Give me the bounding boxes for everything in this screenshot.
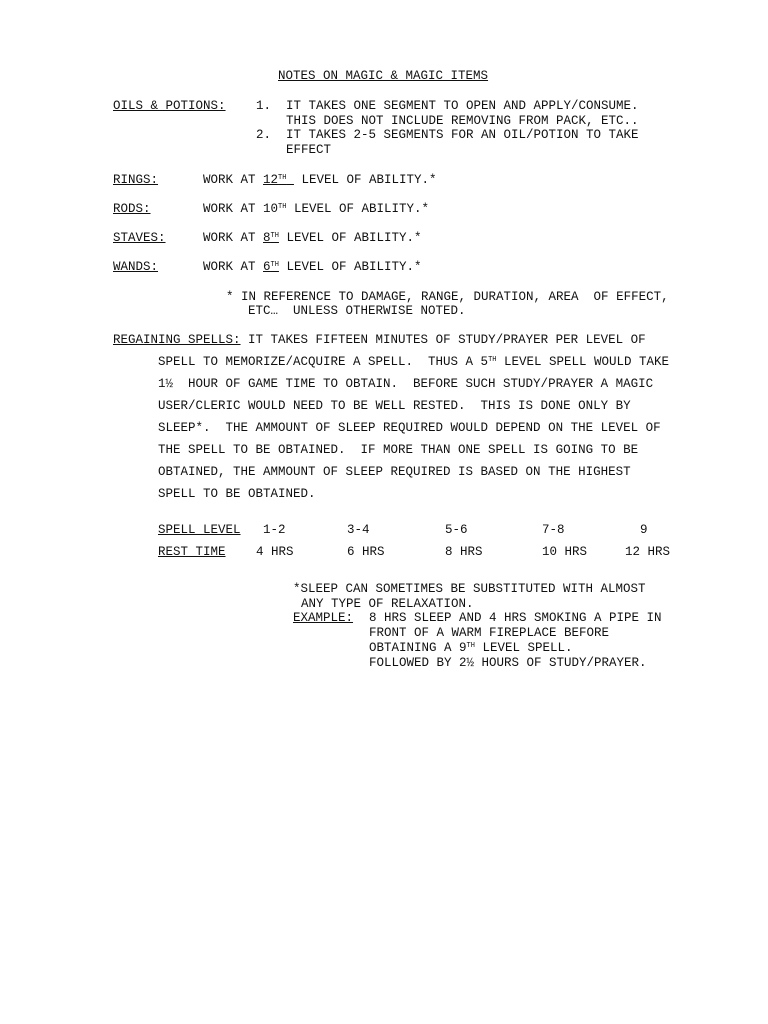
rods-label: RODS: xyxy=(113,202,151,216)
oils-item-1-number: 1. xyxy=(256,99,272,113)
spell-level-cell: 9 xyxy=(640,523,648,537)
rods-level: 10TH xyxy=(263,202,287,216)
example-line-2: FRONT OF A WARM FIREPLACE BEFORE xyxy=(369,626,610,640)
rest-time-cell: 10 HRS xyxy=(542,545,588,559)
regaining-line-2: SPELL TO MEMORIZE/ACQUIRE A SPELL. THUS A 5TH LEVEL SPELL WOULD TAKE xyxy=(158,355,669,369)
regaining-line-5: SLEEP*. THE AMMOUNT OF SLEEP REQUIRED WOULD DEPEND ON THE LEVEL OF xyxy=(158,421,661,435)
oils-item-2-line-2: EFFECT xyxy=(286,143,332,157)
regaining-line-6: THE SPELL TO BE OBTAINED. IF MORE THAN ONE SPELL IS GOING TO BE xyxy=(158,443,639,457)
staves-level: 8TH xyxy=(263,231,279,245)
rings-level: 12TH xyxy=(263,173,287,187)
wands-text: WORK AT 6TH LEVEL OF ABILITY.* xyxy=(203,260,422,274)
spell-level-cell: 5-6 xyxy=(445,523,468,537)
rods-text: WORK AT 10TH LEVEL OF ABILITY.* xyxy=(203,202,429,216)
regaining-line-4: USER/CLERIC WOULD NEED TO BE WELL RESTED. THIS IS DONE ONLY BY xyxy=(158,399,631,413)
rest-time-cell: 6 HRS xyxy=(347,545,385,559)
footnote-line-1: * IN REFERENCE TO DAMAGE, RANGE, DURATION, AREA OF EFFECT, xyxy=(226,290,669,304)
oils-item-2-line-1: IT TAKES 2-5 SEGMENTS FOR AN OIL/POTION TO TAKE xyxy=(286,128,639,142)
example-line-3: OBTAINING A 9TH LEVEL SPELL. xyxy=(369,641,573,655)
page-title: NOTES ON MAGIC & MAGIC ITEMS xyxy=(278,69,489,83)
rings-text: WORK AT 12TH LEVEL OF ABILITY.* xyxy=(203,173,437,187)
example-line-4: FOLLOWED BY 2½ HOURS OF STUDY/PRAYER. xyxy=(369,656,647,670)
rest-time-cell: 4 HRS xyxy=(256,545,294,559)
oils-item-2-number: 2. xyxy=(256,128,272,142)
footnote-line-2: ETC… UNLESS OTHERWISE NOTED. xyxy=(248,304,466,318)
spell-level-cell: 3-4 xyxy=(347,523,370,537)
regaining-spells-label: REGAINING SPELLS: xyxy=(113,333,241,347)
rest-time-label: REST TIME xyxy=(158,545,226,559)
spell-level-label: SPELL LEVEL xyxy=(158,523,241,537)
example-line-1: 8 HRS SLEEP AND 4 HRS SMOKING A PIPE IN xyxy=(369,611,662,625)
spell-level-cell: 7-8 xyxy=(542,523,565,537)
rest-time-cell: 8 HRS xyxy=(445,545,483,559)
regaining-line-3: 1½ HOUR OF GAME TIME TO OBTAIN. BEFORE SUCH STUDY/PRAYER A MAGIC xyxy=(158,377,654,391)
staves-text: WORK AT 8TH LEVEL OF ABILITY.* xyxy=(203,231,422,245)
regaining-line-1: REGAINING SPELLS: IT TAKES FIFTEEN MINUTES OF STUDY/PRAYER PER LEVEL OF xyxy=(113,333,646,347)
regaining-line-8: SPELL TO BE OBTAINED. xyxy=(158,487,316,501)
rest-time-cell: 12 HRS xyxy=(625,545,671,559)
wands-level: 6TH xyxy=(263,260,279,274)
oils-potions-label: OILS & POTIONS: xyxy=(113,99,226,113)
wands-label: WANDS: xyxy=(113,260,159,274)
sleep-note-line-1: *SLEEP CAN SOMETIMES BE SUBSTITUTED WITH ALMOST xyxy=(293,582,646,596)
regaining-line-7: OBTAINED, THE AMMOUNT OF SLEEP REQUIRED IS BASED ON THE HIGHEST xyxy=(158,465,631,479)
example-label: EXAMPLE: xyxy=(293,611,354,625)
sleep-note-line-2: ANY TYPE OF RELAXATION. xyxy=(301,597,474,611)
staves-label: STAVES: xyxy=(113,231,166,245)
oils-item-1-line-1: IT TAKES ONE SEGMENT TO OPEN AND APPLY/CONSUME. xyxy=(286,99,639,113)
spell-level-cell: 1-2 xyxy=(263,523,286,537)
oils-item-1-line-2: THIS DOES NOT INCLUDE REMOVING FROM PACK, ETC.. xyxy=(286,114,639,128)
rings-label: RINGS: xyxy=(113,173,159,187)
